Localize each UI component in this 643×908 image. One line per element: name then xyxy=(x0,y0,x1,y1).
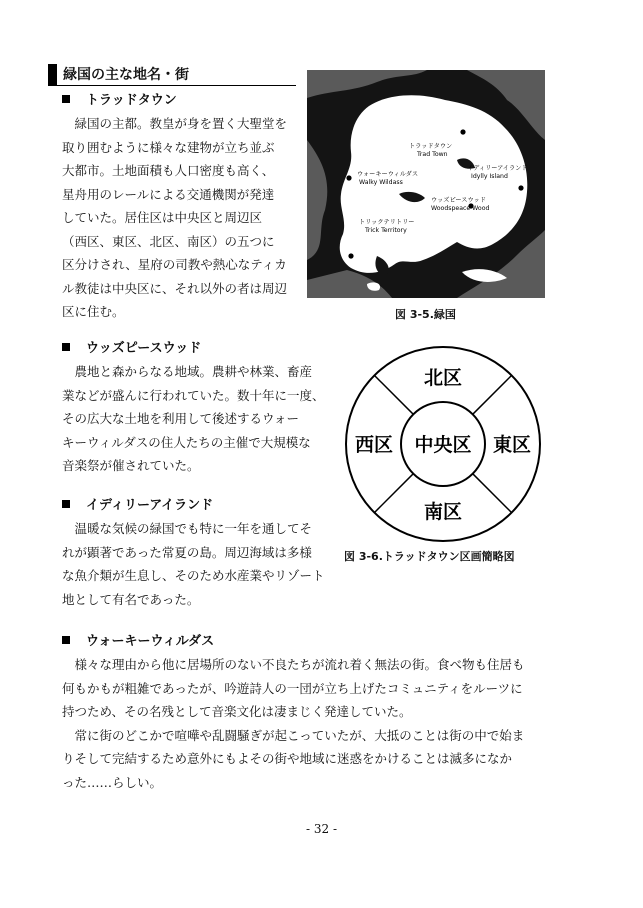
map-label-idylly-jp: イディリーアイランド xyxy=(467,165,528,172)
trad-town-marker xyxy=(460,129,465,134)
text-line: 農地と森からなる地域。農耕や林業、畜産 xyxy=(74,364,313,379)
text-line: （西区、東区、北区、南区）の五つに xyxy=(62,233,275,249)
page-number: - 32 - xyxy=(305,822,337,836)
map-label-trad-jp: トラッドタウン xyxy=(409,143,453,150)
text-line: れが顕著であった常夏の島。周辺海域は多様 xyxy=(62,544,312,560)
text-line: 星舟用のレールによる交通機関が発達 xyxy=(62,186,275,202)
heading-woodspeace xyxy=(62,340,201,358)
heading-trad-town-text: トラッドタウン xyxy=(86,93,177,108)
map-label-walky-jp: ウォーキーウィルダス xyxy=(357,171,419,178)
paragraph-idylly xyxy=(62,517,342,611)
text-line: 地として有名であった。 xyxy=(62,591,200,607)
section-title: 緑国の主な地名・街 xyxy=(48,64,296,86)
text-line: キーウィルダスの住人たちの主催で大規模な xyxy=(62,434,311,450)
walky-wildass-marker xyxy=(346,175,351,180)
district-central: 中央区 xyxy=(414,434,472,456)
text-line: な魚介類が生息し、そのため水産業やリゾート xyxy=(62,568,325,583)
text-line: 大都市。土地面積も人口密度も高く、 xyxy=(62,163,275,178)
paragraph-trad-town xyxy=(62,112,302,324)
text-line: ル教徒は中央区に、それ以外の者は周辺 xyxy=(62,280,288,296)
paragraph-woodspeace xyxy=(62,360,342,478)
heading-idylly xyxy=(62,497,213,515)
map-label-walky-en: Walky Wildass xyxy=(359,179,403,186)
diagram-caption: 図 3-6.トラッドタウン区画簡略図 xyxy=(344,550,515,563)
map-label-woods-en: Woodspeace Wood xyxy=(431,205,490,212)
heading-idylly-text: イディリーアイランド xyxy=(86,498,214,513)
text-line: 音楽祭が催されていた。 xyxy=(62,458,200,473)
district-west: 西区 xyxy=(354,434,394,456)
bullet-square-icon xyxy=(62,500,70,508)
text-line: 区分けされ、星府の司教や熱心なティカ xyxy=(62,257,287,272)
text-line: 持つため、その名残として音楽文化は凄まじく発達していた。 xyxy=(62,704,412,719)
text-line: 常に街のどこかで喧嘩や乱闘騒ぎが起こっていたが、大抵のことは街の中で始ま xyxy=(74,727,525,743)
bullet-square-icon xyxy=(62,636,70,644)
district-north: 北区 xyxy=(423,367,463,389)
map-label-woods-jp: ウッズピースウッド xyxy=(431,197,486,204)
text-line: 温暖な気候の緑国でも特に一年を通してそ xyxy=(74,521,313,536)
ryokukoku-map xyxy=(307,70,545,298)
text-line: 区に住む。 xyxy=(62,304,125,319)
heading-walky xyxy=(62,633,214,651)
heading-trad-town xyxy=(62,92,177,110)
bullet-square-icon xyxy=(62,343,70,351)
map-label-trad-en: Trad Town xyxy=(417,151,448,158)
map-label-trick-en: Trick Territory xyxy=(365,227,407,234)
map-label-trick-jp: トリックテリトリー xyxy=(359,219,415,226)
bullet-square-icon xyxy=(62,95,70,103)
text-line: 業などが盛んに行われていた。数十年に一度、 xyxy=(62,387,325,403)
paragraph-walky xyxy=(62,653,562,794)
text-line: していた。居住区は中央区と周辺区 xyxy=(62,210,263,225)
trad-town-district-diagram xyxy=(343,344,543,544)
text-line: その広大な土地を利用して後述するウォー xyxy=(62,411,300,426)
heading-woodspeace-text: ウッズピースウッド xyxy=(86,341,202,356)
map-caption: 図 3-5.緑国 xyxy=(395,308,456,321)
text-line: 何もかもが粗雑であったが、吟遊詩人の一団が立ち上げたコミュニティをルーツに xyxy=(62,680,523,696)
heading-walky-text: ウォーキーウィルダス xyxy=(86,634,215,649)
text-line: 緑国の主都。教皇が身を置く大聖堂を xyxy=(74,116,288,131)
text-line: 取り囲むように様々な建物が立ち並ぶ xyxy=(62,139,275,155)
map-label-idylly-en: Idylly Island xyxy=(471,173,508,180)
district-south: 南区 xyxy=(423,501,463,523)
idylly-island-marker xyxy=(518,185,523,190)
text-line: った……らしい。 xyxy=(62,774,163,790)
text-line: りそして完結するため意外にもよその街や地域に迷惑をかけることは滅多になか xyxy=(62,751,513,766)
trick-territory-marker xyxy=(348,253,353,258)
district-east: 東区 xyxy=(492,434,532,456)
text-line: 様々な理由から他に居場所のない不良たちが流れ着く無法の街。食べ物も住居も xyxy=(74,657,525,672)
